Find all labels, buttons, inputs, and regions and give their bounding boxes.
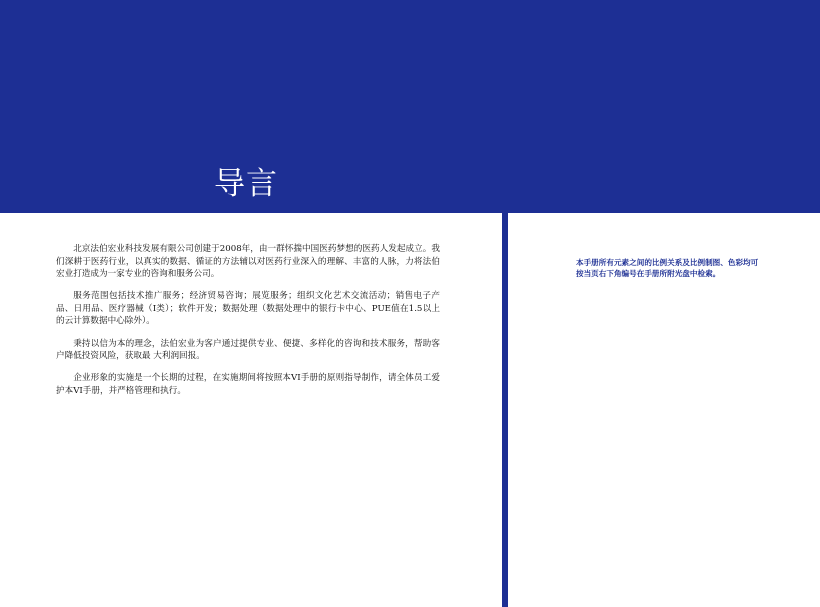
page-divider	[502, 0, 508, 607]
header-band-right	[508, 0, 820, 213]
page-title: 导言	[214, 166, 278, 202]
side-note: 本手册所有元素之间的比例关系及比例制图、色彩均可按当页右下角编号在手册所附光盘中检索。	[576, 258, 759, 278]
intro-body	[56, 243, 440, 407]
intro-paragraph: 服务范围包括技术推广服务；经济贸易咨询；展览服务；组织文化艺术交流活动；销售电子产品、日用品、医疗器械（Ⅰ类）；软件开发；数据处理（数据处理中的银行卡中心、PUE值在1.5以上的云计算数据中心除外）。	[56, 291, 440, 327]
intro-paragraph: 北京法伯宏业科技发展有限公司创建于2008年，由一群怀揣中国医药梦想的医药人发起成立。我们深耕于医药行业，以真实的数据、循证的方法辅以对医药行业深入的理解、丰富的人脉，力将法伯宏业打造成为一家专业的咨询和服务公司。	[56, 244, 440, 280]
intro-paragraph: 企业形象的实施是一个长期的过程，在实施期间将按照本VI手册的原则指导制作，请全体员工爱护本VI手册，并严格管理和执行。	[56, 373, 440, 396]
intro-paragraph: 秉持以信为本的理念，法伯宏业为客户通过提供专业、便捷、多样化的咨询和技术服务，帮助客户降低投资风险，获取最 大利润回报。	[56, 338, 440, 362]
